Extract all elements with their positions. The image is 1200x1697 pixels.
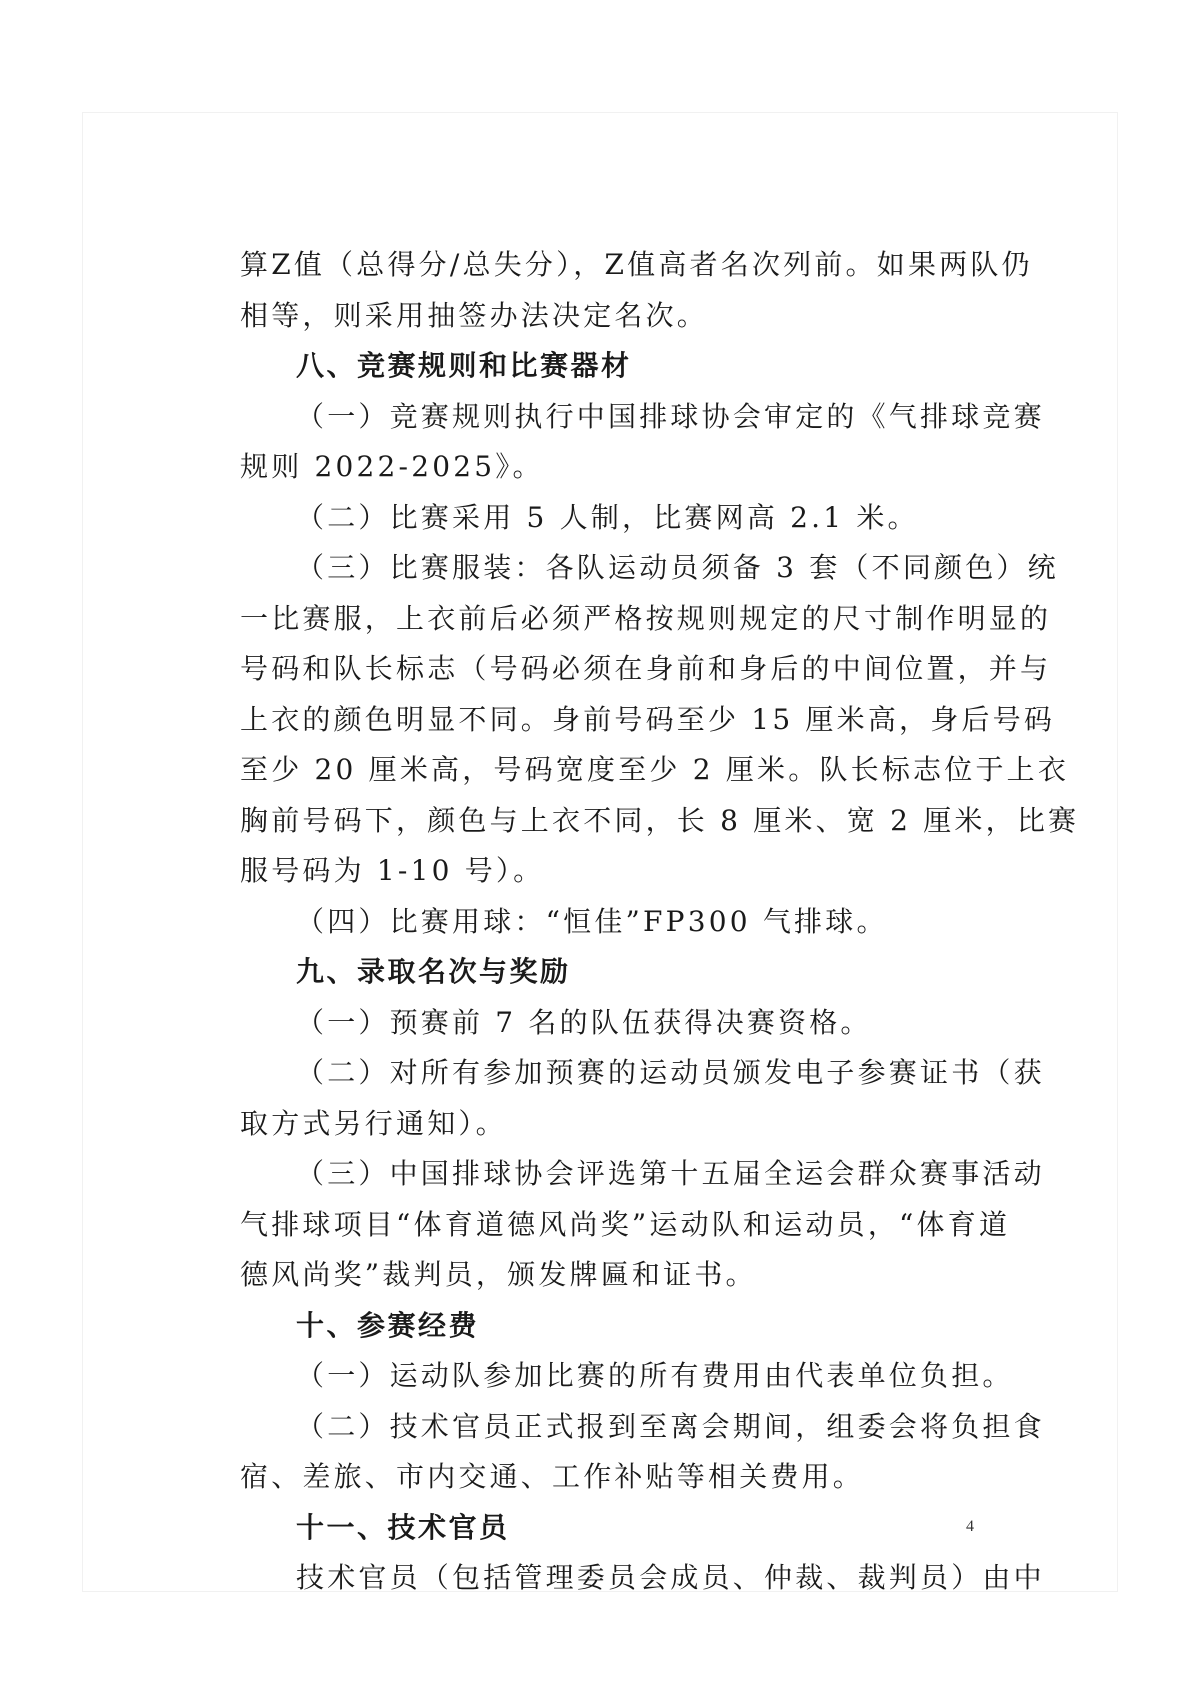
text-line: （三）中国排球协会评选第十五届全运会群众赛事活动	[296, 1157, 1045, 1190]
text-line: 服号码为 1-10 号）。	[240, 854, 545, 887]
text-line: （二）技术官员正式报到至离会期间，组委会将负担食	[296, 1409, 1045, 1443]
text-line: （一）预赛前 7 名的队伍获得决赛资格。	[296, 1005, 872, 1039]
text-line: （二）比赛采用 5 人制，比赛网高 2.1 米。	[296, 500, 919, 534]
text-line: 德风尚奖”裁判员，颁发牌匾和证书。	[240, 1258, 757, 1291]
page-number: 4	[966, 1518, 974, 1535]
text-line: 号码和队长标志（号码必须在身前和身后的中间位置，并与	[240, 652, 1052, 685]
text-line: （三）比赛服装：各队运动员须备 3 套（不同颜色）统	[296, 551, 1059, 584]
text-line: （一）竞赛规则执行中国排球协会审定的《气排球竞赛	[296, 399, 1045, 433]
text-line: 取方式另行通知）。	[240, 1106, 507, 1140]
text-line: 至少 20 厘米高，号码宽度至少 2 厘米。队长标志位于上衣	[240, 753, 1070, 786]
section-heading: 九、录取名次与奖励	[296, 955, 571, 988]
text-line: 相等，则采用抽签办法决定名次。	[240, 298, 709, 332]
text-line: （四）比赛用球：“恒佳”FP300 气排球。	[296, 904, 888, 938]
text-line: 算Z值（总得分/总失分），Z值高者名次列前。如果两队仍	[240, 248, 1033, 281]
text-line: （一）运动队参加比赛的所有费用由代表单位负担。	[296, 1359, 1014, 1392]
text-line: 一比赛服，上衣前后必须严格按规则规定的尺寸制作明显的	[240, 601, 1052, 635]
text-line: 胸前号码下，颜色与上衣不同，长 8 厘米、宽 2 厘米，比赛	[240, 803, 1080, 837]
section-heading: 八、竞赛规则和比赛器材	[296, 349, 632, 382]
section-heading: 十、参赛经费	[296, 1308, 480, 1342]
section-heading: 十一、技术官员	[296, 1510, 510, 1544]
text-line: （二）对所有参加预赛的运动员颁发电子参赛证书（获	[296, 1056, 1045, 1089]
text-line: 气排球项目“体育道德风尚奖”运动队和运动员，“体育道	[240, 1207, 1011, 1241]
text-line: 技术官员（包括管理委员会成员、仲裁、裁判员）由中	[296, 1561, 1045, 1594]
text-line: 规则 2022-2025》。	[240, 450, 544, 483]
text-line: 上衣的颜色明显不同。身前号码至少 15 厘米高，身后号码	[240, 702, 1056, 736]
text-line: 宿、差旅、市内交通、工作补贴等相关费用。	[240, 1460, 865, 1493]
document-body	[240, 240, 1080, 1604]
